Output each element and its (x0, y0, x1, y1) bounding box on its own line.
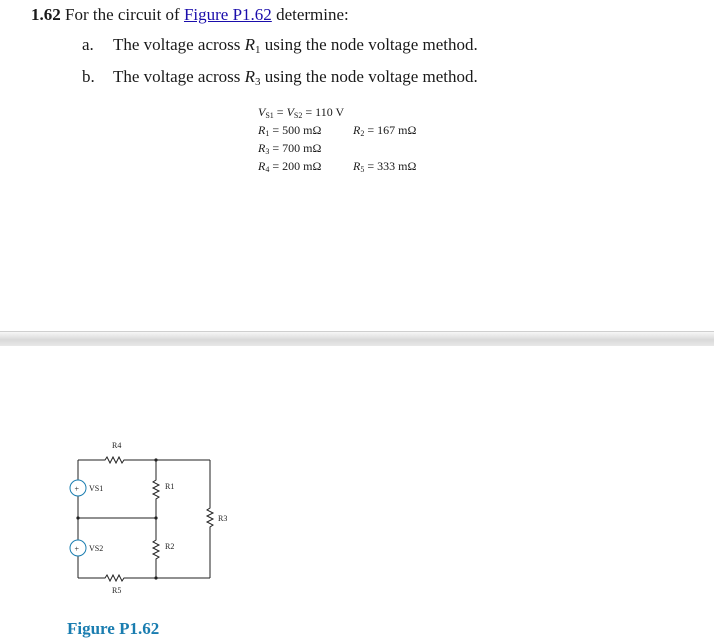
problem-intro: For the circuit of (65, 5, 180, 24)
given-sub: 4 (265, 165, 270, 174)
given-r2: $R_2 = 167$ mΩ (353, 123, 417, 138)
given-value: 167 mΩ (377, 123, 417, 137)
label-vs2: VS2 (89, 544, 104, 553)
given-value: 110 V (315, 105, 345, 119)
problem-statement (31, 4, 349, 26)
part-text: The voltage across (112, 67, 241, 86)
given-value: 500 mΩ (282, 123, 322, 137)
given-row-3 (258, 157, 417, 175)
given-var: V (258, 105, 266, 119)
problem-number: 1.62 (31, 5, 61, 24)
part-letter: b. (82, 67, 95, 86)
part-a (82, 34, 478, 61)
given-var: R (258, 123, 266, 137)
part-subscript: 1 (255, 44, 261, 56)
label-r4: R4 (112, 441, 122, 450)
given-values (258, 103, 417, 175)
part-variable: R (244, 67, 256, 86)
given-vs: $V_{S1} = V_{S2} = 110$ V (258, 105, 345, 120)
given-sub: 2 (360, 129, 365, 138)
circuit-figure (60, 436, 230, 596)
given-sub: 5 (360, 165, 365, 174)
circuit-diagram (60, 436, 230, 596)
given-value: 200 mΩ (282, 159, 322, 173)
given-var: V (286, 105, 294, 119)
given-sub: S1 (265, 111, 274, 120)
circuit-nodes (76, 458, 157, 579)
given-var: R (353, 123, 361, 137)
part-variable: R (244, 35, 256, 54)
given-var: R (258, 159, 266, 173)
label-r1: R1 (165, 482, 175, 491)
part-subscript: 3 (255, 76, 261, 88)
problem-intro-end: determine: (276, 5, 349, 24)
vs2-plus-sign: + (74, 544, 80, 554)
part-text-end: using the node voltage method. (264, 67, 478, 86)
given-var: R (258, 141, 266, 155)
label-r5: R5 (112, 586, 122, 595)
given-r4: $R_4 = 200$ mΩ (258, 159, 322, 174)
label-vs1: VS1 (89, 484, 104, 493)
vs1-plus-sign: + (74, 484, 80, 494)
label-r3: R3 (218, 514, 228, 523)
part-b (82, 66, 478, 93)
given-value: 700 mΩ (282, 141, 322, 155)
section-divider (0, 331, 714, 346)
part-text-end: using the node voltage method. (264, 35, 478, 54)
part-text: The voltage across (112, 35, 241, 54)
figure-link[interactable]: Figure P1.62 (183, 5, 272, 24)
part-letter: a. (82, 35, 94, 54)
given-sub: S2 (293, 111, 303, 120)
given-sub: 3 (265, 147, 270, 156)
given-r3: $R_3 = 700$ mΩ (258, 141, 322, 156)
given-r5: $R_5 = 333$ mΩ (353, 159, 417, 174)
figure-caption: Figure P1.62 (67, 619, 160, 638)
given-r1: $R_1 = 500$ mΩ (258, 123, 322, 138)
given-row-1 (258, 121, 417, 139)
given-row-2 (258, 139, 344, 157)
given-value: 333 mΩ (377, 159, 417, 173)
given-var: R (353, 159, 361, 173)
given-sub: 1 (265, 129, 270, 138)
label-r2: R2 (165, 542, 175, 551)
